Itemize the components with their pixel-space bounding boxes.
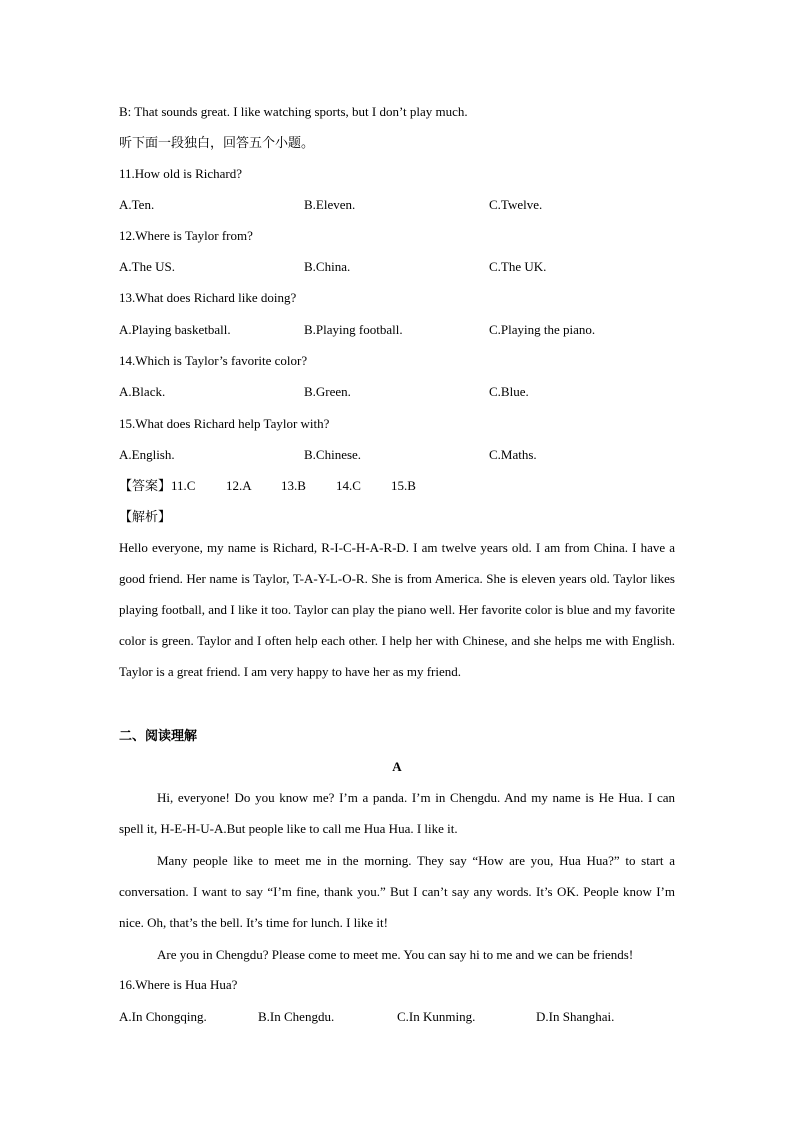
- q14-option-c: C.Blue.: [489, 384, 529, 399]
- q11-option-a: A.Ten.: [119, 197, 155, 212]
- q13-option-a: A.Playing basketball.: [119, 322, 231, 337]
- answer-15: 15.B: [391, 478, 416, 493]
- q12-option-c: C.The UK.: [489, 259, 547, 274]
- monologue-instruction: 听下面一段独白，回答五个小题。: [119, 135, 315, 150]
- answer-11: 11.C: [171, 478, 196, 493]
- question-14: 14.Which is Taylor’s favorite color?: [119, 353, 308, 368]
- question-16: 16.Where is Hua Hua?: [119, 977, 238, 992]
- question-13: 13.What does Richard like doing?: [119, 290, 297, 305]
- passage-paragraph-3: Are you in Chengdu? Please come to meet me. You can say hi to me and we can be friends!: [157, 947, 634, 962]
- question-15: 15.What does Richard help Taylor with?: [119, 416, 330, 431]
- answer-13: 13.B: [281, 478, 306, 493]
- question-11: 11.How old is Richard?: [119, 166, 242, 181]
- q13-option-c: C.Playing the piano.: [489, 322, 596, 337]
- passage-paragraph-1: Hi, everyone! Do you know me? I’m a panda. I’m in Chengdu. And my name is He Hua. I can spell it, H-E-H-U-A.But people like to call me Hua Hua. I like it.: [119, 790, 675, 836]
- answer-12: 12.A: [226, 478, 252, 493]
- answer-line: [119, 478, 416, 494]
- answer-14: 14.C: [336, 478, 361, 493]
- q16-option-d: D.In Shanghai.: [536, 1009, 615, 1024]
- q12-option-a: A.The US.: [119, 259, 175, 274]
- q16-option-c: C.In Kunming.: [397, 1009, 476, 1024]
- section-title: 二、阅读理解: [119, 728, 198, 743]
- transcript-paragraph: Hello everyone, my name is Richard, R-I-C-H-A-R-D. I am twelve years old. I am from China. I have a good friend. Her name is Taylor, T-A-Y-L-O-R. She is from America. She is eleven years old. Taylor likes playing football, and I like it too. Taylor can play the piano well. Her favorite color is blue and my favorite color is green. Taylor and I often help each other. I help her with Chinese, and she helps me with English. Taylor is a great friend. I am very happy to have her as my friend.: [119, 540, 675, 679]
- q12-option-b: B.China.: [304, 259, 351, 274]
- question-12: 12.Where is Taylor from?: [119, 228, 253, 243]
- q14-option-b: B.Green.: [304, 384, 351, 399]
- q15-option-a: A.English.: [119, 447, 175, 462]
- passage-label: A: [392, 759, 402, 774]
- q11-option-c: C.Twelve.: [489, 197, 543, 212]
- q15-option-c: C.Maths.: [489, 447, 537, 462]
- q13-option-b: B.Playing football.: [304, 322, 403, 337]
- q15-option-b: B.Chinese.: [304, 447, 362, 462]
- answer-label: 【答案】: [119, 478, 172, 493]
- passage-paragraph-2: Many people like to meet me in the morning. They say “How are you, Hua Hua?” to start a conversation. I want to say “I’m fine, thank you.” But I can’t say any words. It’s OK. People know I’m nice. Oh, that’s the bell. It’s time for lunch. I like it!: [119, 853, 675, 930]
- q16-option-b: B.In Chengdu.: [258, 1009, 335, 1024]
- dialogue-line-b: B: That sounds great. I like watching sports, but I don’t play much.: [119, 104, 468, 119]
- q14-option-a: A.Black.: [119, 384, 166, 399]
- analysis-label: 【解析】: [119, 509, 172, 524]
- q11-option-b: B.Eleven.: [304, 197, 356, 212]
- q16-option-a: A.In Chongqing.: [119, 1009, 207, 1024]
